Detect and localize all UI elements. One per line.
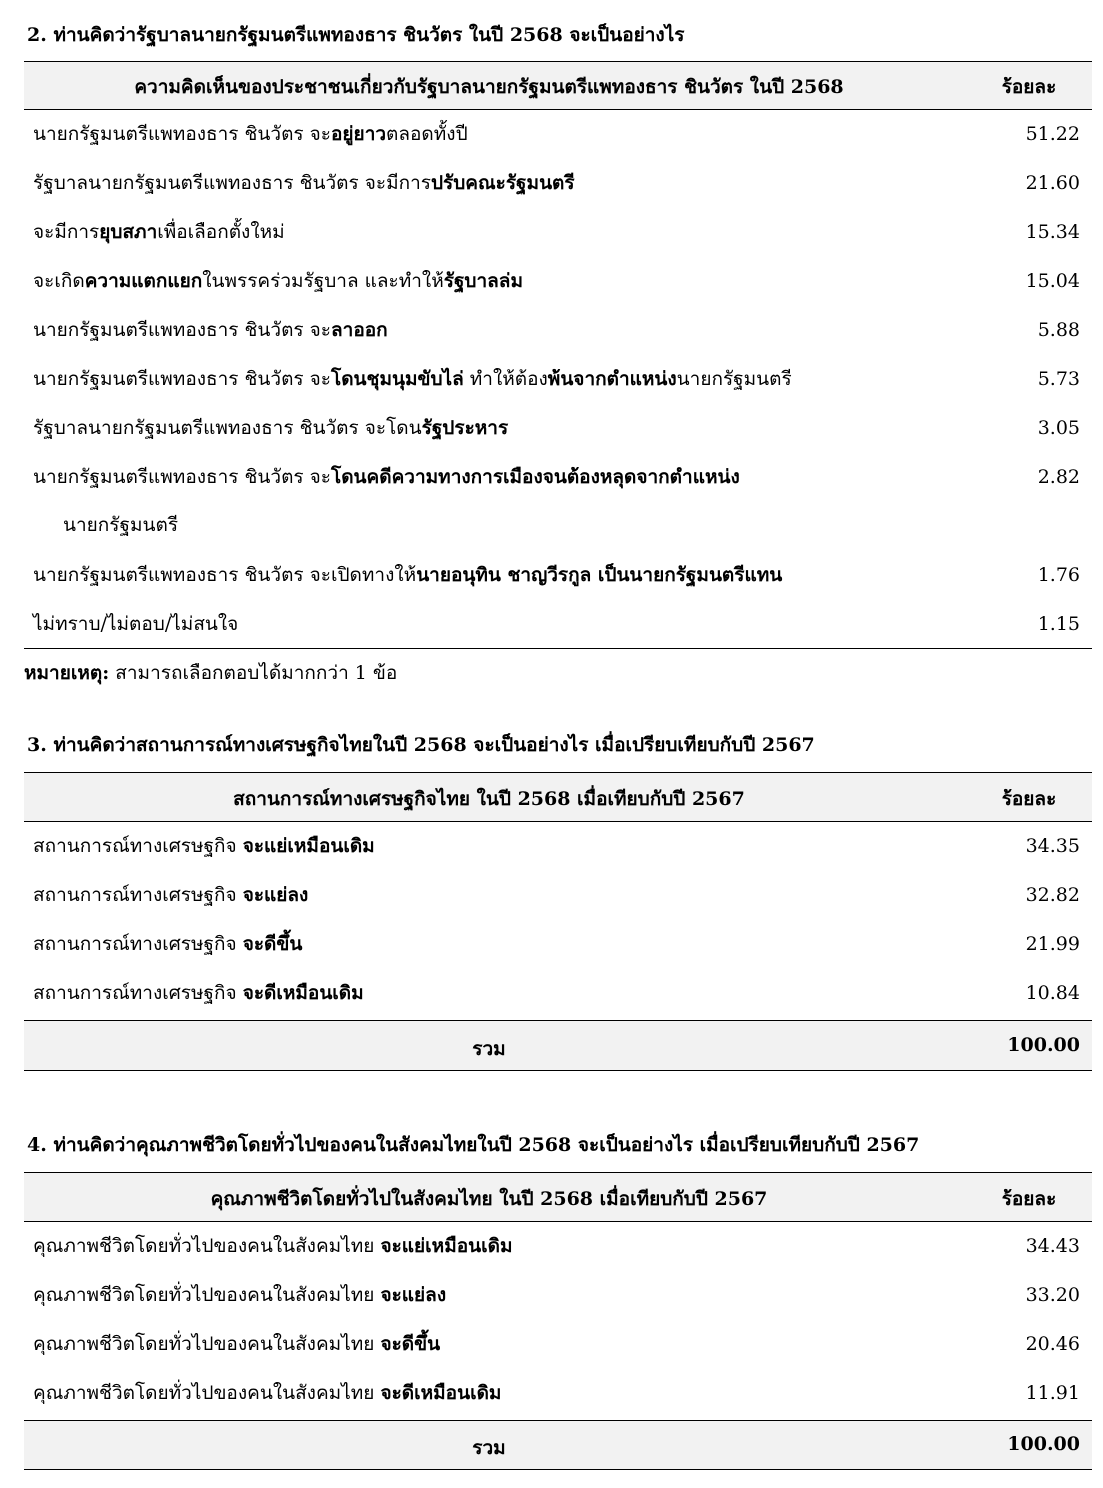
table-header [24, 772, 1092, 822]
question-2-title: 2. ท่านคิดว่ารัฐบาลนายกรัฐมนตรีแพทองธาร ชินวัตร ในปี 2568 จะเป็นอย่างไร [27, 24, 685, 46]
row-label: สถานการณ์ทางเศรษฐกิจ จะดีเหมือนเดิม [33, 982, 364, 1004]
row-label: สถานการณ์ทางเศรษฐกิจ จะแย่ลง [33, 884, 309, 906]
header-percent: ร้อยละ [1001, 1188, 1057, 1210]
row-value: 5.88 [1037, 319, 1080, 341]
table-row [24, 208, 1092, 257]
header-percent: ร้อยละ [1001, 788, 1057, 810]
row-value: 15.34 [1025, 221, 1080, 243]
row-label: คุณภาพชีวิตโดยทั่วไปของคนในสังคมไทย จะดีเหมือนเดิม [33, 1382, 502, 1404]
header-percent: ร้อยละ [1001, 76, 1057, 98]
table-row [24, 871, 1092, 920]
row-label: จะมีการยุบสภาเพื่อเลือกตั้งใหม่ [33, 221, 285, 243]
table-row [24, 453, 1092, 551]
table-row [24, 257, 1092, 306]
table-row [24, 920, 1092, 969]
row-value: 21.99 [1025, 933, 1080, 955]
table-row [24, 159, 1092, 208]
table-row [24, 306, 1092, 355]
row-label: นายกรัฐมนตรีแพทองธาร ชินวัตร จะโดนคดีความทางการเมืองจนต้องหลุดจากตำแหน่ง นายกรัฐมนตรี [33, 466, 740, 536]
row-label: สถานการณ์ทางเศรษฐกิจ จะดีขึ้น [33, 933, 303, 955]
row-value: 33.20 [1025, 1284, 1080, 1306]
row-label: ไม่ทราบ/ไม่ตอบ/ไม่สนใจ [33, 613, 239, 635]
row-value: 32.82 [1025, 884, 1080, 906]
header-label: ความคิดเห็นของประชาชนเกี่ยวกับรัฐบาลนายกรัฐมนตรีแพทองธาร ชินวัตร ในปี 2568 [134, 76, 844, 98]
table-row [24, 1320, 1092, 1369]
footnote: หมายเหตุ: สามารถเลือกตอบได้มากกว่า 1 ข้อ [24, 662, 398, 684]
row-value: 5.73 [1037, 368, 1080, 390]
row-label: คุณภาพชีวิตโดยทั่วไปของคนในสังคมไทย จะแย่ลง [33, 1284, 447, 1306]
total-value: 100.00 [1007, 1433, 1080, 1455]
row-value: 21.60 [1025, 172, 1080, 194]
row-label: คุณภาพชีวิตโดยทั่วไปของคนในสังคมไทย จะดีขึ้น [33, 1333, 441, 1355]
header-label: สถานการณ์ทางเศรษฐกิจไทย ในปี 2568 เมื่อเทียบกับปี 2567 [233, 788, 745, 810]
table-row [24, 551, 1092, 600]
header-label: คุณภาพชีวิตโดยทั่วไปในสังคมไทย ในปี 2568 เมื่อเทียบกับปี 2567 [210, 1188, 768, 1210]
row-label: นายกรัฐมนตรีแพทองธาร ชินวัตร จะลาออก [33, 319, 388, 341]
table-header [24, 61, 1092, 110]
row-label: นายกรัฐมนตรีแพทองธาร ชินวัตร จะอยู่ยาวตลอดทั้งปี [33, 123, 468, 145]
row-value: 11.91 [1025, 1382, 1080, 1404]
table-total-row [24, 1020, 1092, 1071]
total-value: 100.00 [1007, 1034, 1080, 1056]
table-row [24, 1271, 1092, 1320]
row-label: นายกรัฐมนตรีแพทองธาร ชินวัตร จะเปิดทางให้นายอนุทิน ชาญวีรกูล เป็นนายกรัฐมนตรีแทน [33, 564, 783, 586]
row-value: 15.04 [1025, 270, 1080, 292]
row-label: รัฐบาลนายกรัฐมนตรีแพทองธาร ชินวัตร จะมีการปรับคณะรัฐมนตรี [33, 172, 575, 194]
row-value: 2.82 [1037, 466, 1080, 488]
table-bottom-border [24, 648, 1092, 649]
row-value: 1.76 [1037, 564, 1080, 586]
row-label: รัฐบาลนายกรัฐมนตรีแพทองธาร ชินวัตร จะโดนรัฐประหาร [33, 417, 509, 439]
row-value: 51.22 [1025, 123, 1080, 145]
table-row [24, 404, 1092, 453]
row-value: 20.46 [1025, 1333, 1080, 1355]
row-label: คุณภาพชีวิตโดยทั่วไปของคนในสังคมไทย จะแย่เหมือนเดิม [33, 1235, 513, 1257]
table-row [24, 600, 1092, 649]
table-row [24, 1369, 1092, 1418]
row-value: 34.35 [1025, 835, 1080, 857]
row-value: 10.84 [1025, 982, 1080, 1004]
total-label: รวม [472, 1437, 506, 1459]
row-value: 34.43 [1025, 1235, 1080, 1257]
question-4-title: 4. ท่านคิดว่าคุณภาพชีวิตโดยทั่วไปของคนในสังคมไทยในปี 2568 จะเป็นอย่างไร เมื่อเปรียบเทียบกับปี 2567 [27, 1134, 920, 1156]
table-row [24, 110, 1092, 159]
table-row [24, 1222, 1092, 1271]
table-row [24, 822, 1092, 871]
row-label: นายกรัฐมนตรีแพทองธาร ชินวัตร จะโดนชุมนุมขับไล่ ทำให้ต้องพ้นจากตำแหน่งนายกรัฐมนตรี [33, 368, 792, 390]
row-value: 1.15 [1037, 613, 1080, 635]
row-value: 3.05 [1037, 417, 1080, 439]
question-3-title: 3. ท่านคิดว่าสถานการณ์ทางเศรษฐกิจไทยในปี 2568 จะเป็นอย่างไร เมื่อเปรียบเทียบกับปี 2567 [27, 734, 815, 756]
total-label: รวม [472, 1038, 506, 1060]
table-header [24, 1172, 1092, 1222]
table-row [24, 355, 1092, 404]
table-row [24, 969, 1092, 1018]
row-label: สถานการณ์ทางเศรษฐกิจ จะแย่เหมือนเดิม [33, 835, 375, 857]
table-total-row [24, 1420, 1092, 1470]
row-label: จะเกิดความแตกแยกในพรรคร่วมรัฐบาล และทำให้รัฐบาลล่ม [33, 270, 523, 292]
